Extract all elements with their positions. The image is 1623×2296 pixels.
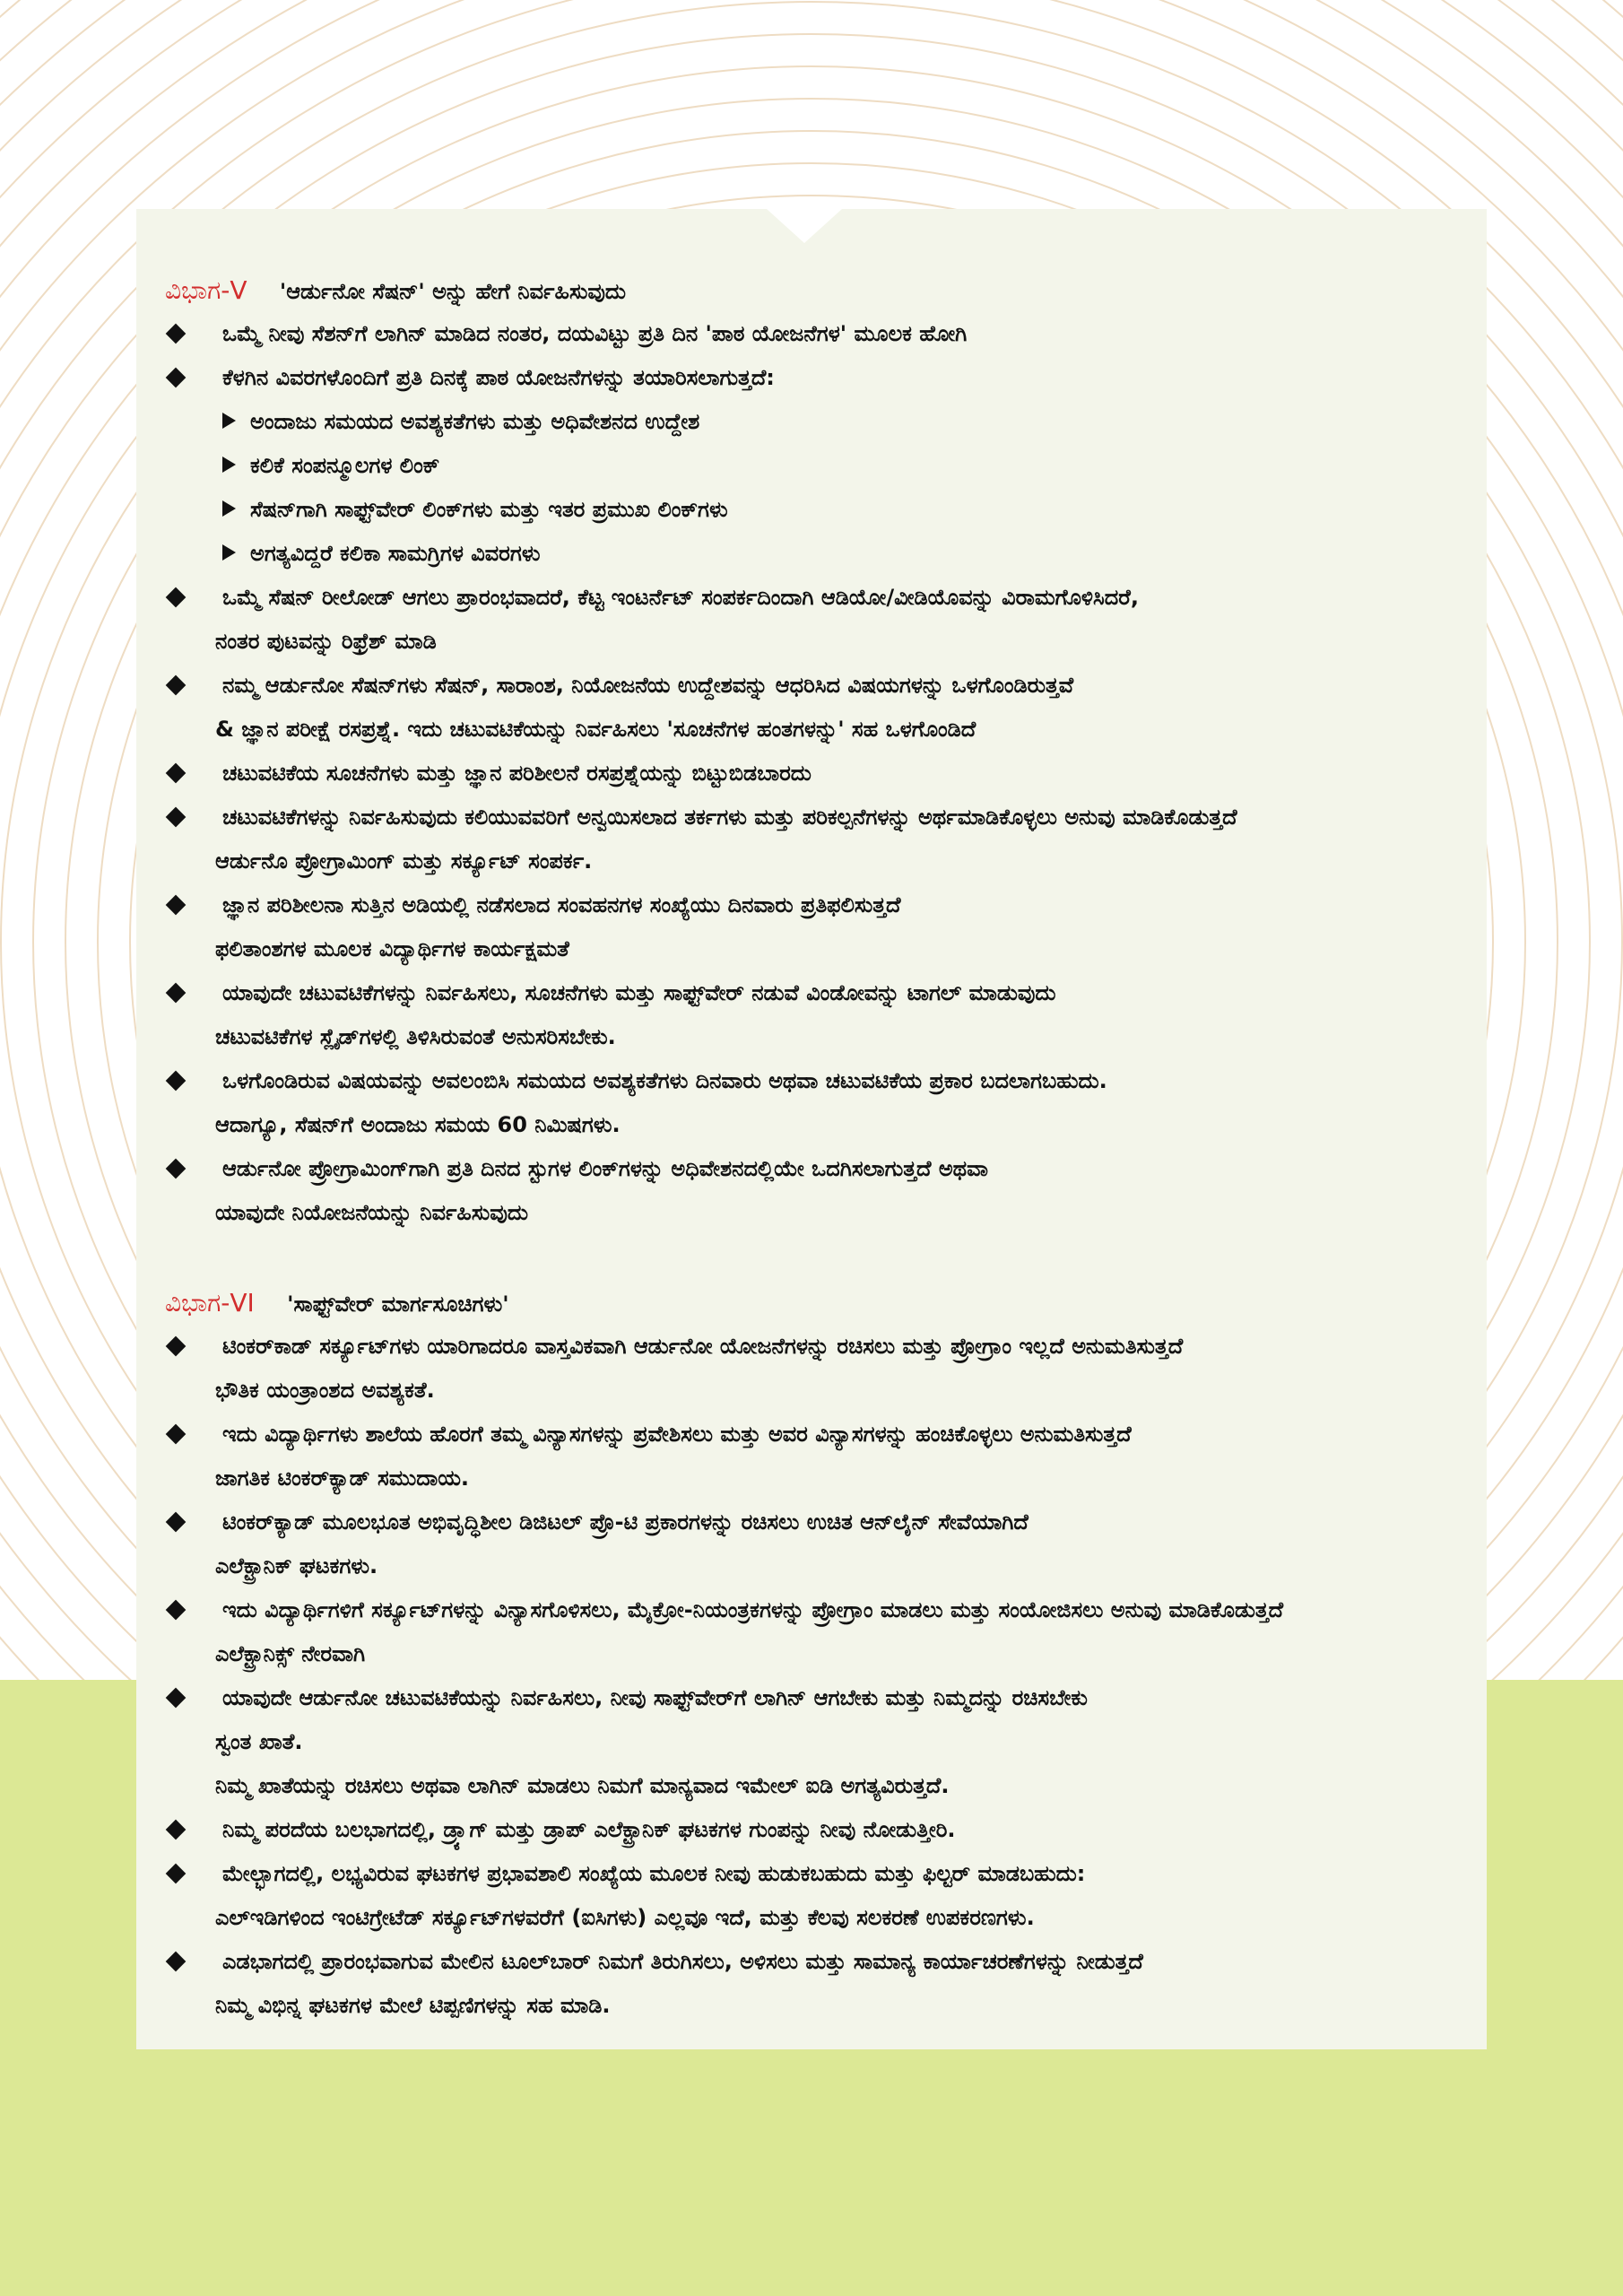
line-text: ಯಾವುದೇ ನಿಯೋಜನೆಯನ್ನು ನಿರ್ವಹಿಸುವುದು [215,1200,528,1225]
bullet-item [165,796,1510,839]
diamond-bullet-icon [166,675,187,696]
diamond-bullet-icon [166,895,187,916]
diamond-bullet-icon [166,807,187,828]
line-text: ಭೌತಿಕ ಯಂತ್ರಾಂಶದ ಅವಶ್ಯಕತೆ. [215,1378,435,1403]
line-text: ಒಳಗೊಂಡಿರುವ ವಿಷಯವನ್ನು ಅವಲಂಬಿಸಿ ಸಮಯದ ಅವಶ್ಯಕತೆಗಳು ದಿನವಾರು ಅಥವಾ ಚಟುವಟಿಕೆಯ ಪ್ರಕಾರ ಬದಲಾಗಬಹುದು. [222,1068,1107,1093]
continuation-line [165,1984,1510,2028]
line-text: ಇದು ವಿದ್ಯಾರ್ಥಿಗಳಿಗೆ ಸರ್ಕ್ಯೂಟ್‌ಗಳನ್ನು ವಿನ್ಯಾಸಗೊಳಿಸಲು, ಮೈಕ್ರೋ-ನಿಯಂತ್ರಕಗಳನ್ನು ಪ್ರೋಗ್ರಾಂ ಮಾಡಲು ಮತ್ತು ಸಂಯೋಜಿಸಲು ಅನುವು ಮಾಡಿಕೊಡುತ್ತದೆ [222,1597,1284,1622]
panel-notch [767,209,842,243]
triangle-bullet-icon [222,500,236,517]
line-text: ಕೆಳಗಿನ ವಿವರಗಳೊಂದಿಗೆ ಪ್ರತಿ ದಿನಕ್ಕೆ ಪಾಠ ಯೋಜನೆಗಳನ್ನು ತಯಾರಿಸಲಾಗುತ್ತದೆ: [222,365,775,390]
line-text: ನಮ್ಮ ಆರ್ಡುನೋ ಸೆಷನ್‌ಗಳು ಸೆಷನ್, ಸಾರಾಂಶ, ನಿಯೋಜನೆಯ ಉದ್ದೇಶವನ್ನು ಆಧರಿಸಿದ ವಿಷಯಗಳನ್ನು ಒಳಗೊಂಡಿರುತ್ತವೆ [222,673,1074,698]
triangle-bullet-icon [222,413,236,429]
diamond-bullet-icon [166,1952,187,1972]
continuation-line [165,839,1510,883]
bullet-item [165,664,1510,708]
continuation-line [165,1369,1510,1413]
continuation-line [165,1191,1510,1235]
continuation-line [165,708,1510,752]
section-v-label: ವಿಭಾಗ-V [165,275,247,305]
continuation-line [165,620,1510,664]
line-text: ಯಾವುದೇ ಆರ್ಡುನೋ ಚಟುವಟಿಕೆಯನ್ನು ನಿರ್ವಹಿಸಲು, ನೀವು ಸಾಫ್ಟ್‌ವೇರ್‌ಗೆ ಲಾಗಿನ್ ಆಗಬೇಕು ಮತ್ತು ನಿಮ್ಮದನ್ನು ರಚಿಸಬೇಕು [222,1685,1088,1710]
bullet-item [165,1147,1510,1191]
line-text: ಚಟುವಟಿಕೆಗಳನ್ನು ನಿರ್ವಹಿಸುವುದು ಕಲಿಯುವವರಿಗೆ ಅನ್ವಯಿಸಲಾದ ತರ್ಕಗಳು ಮತ್ತು ಪರಿಕಲ್ಪನೆಗಳನ್ನು ಅರ್ಥಮಾಡಿಕೊಳ್ಳಲು ಅನುವು ಮಾಡಿಕೊಡುತ್ತದೆ [222,804,1237,830]
section-vi-title: 'ಸಾಫ್ಟ್‌ವೇರ್ ಮಾರ್ಗಸೂಚಿಗಳು' [287,1292,509,1317]
line-text: ಎಲ್‌ಇಡಿಗಳಿಂದ ಇಂಟಿಗ್ರೇಟೆಡ್ ಸರ್ಕ್ಯೂಟ್‌ಗಳವರೆಗೆ (ಐಸಿಗಳು) ಎಲ್ಲವೂ ಇದೆ, ಮತ್ತು ಕೆಲವು ಸಲಕರಣೆ ಉಪಕರಣಗಳು. [215,1905,1035,1930]
line-text: ಆರ್ಡುನೋ ಪ್ರೋಗ್ರಾಮಿಂಗ್‌ಗಾಗಿ ಪ್ರತಿ ದಿನದ ಸ್ಟುಗಳ ಲಿಂಕ್‌ಗಳನ್ನು ಅಧಿವೇಶನದಲ್ಲಿಯೇ ಒದಗಿಸಲಾಗುತ್ತದೆ ಅಥವಾ [222,1156,989,1181]
continuation-line [165,1632,1510,1676]
section-vi-label: ವಿಭಾಗ-VI [165,1288,255,1318]
line-text: ನಂತರ ಪುಟವನ್ನು ರಿಫ್ರೆಶ್ ಮಾಡಿ [215,629,437,654]
continuation-line [165,1720,1510,1764]
line-text: ಸೆಷನ್‌ಗಾಗಿ ಸಾಫ್ಟ್‌ವೇರ್ ಲಿಂಕ್‌ಗಳು ಮತ್ತು ಇತರ ಪ್ರಮುಖ ಲಿಂಕ್‌ಗಳು [250,497,728,522]
line-text: ನಿಮ್ಮ ಖಾತೆಯನ್ನು ರಚಿಸಲು ಅಥವಾ ಲಾಗಿನ್ ಮಾಡಲು ನಿಮಗೆ ಮಾನ್ಯವಾದ ಇಮೇಲ್ ಐಡಿ ಅಗತ್ಯವಿರುತ್ತದೆ. [215,1773,950,1798]
diamond-bullet-icon [166,1336,187,1357]
section-v-list [165,312,1510,1235]
continuation-line [165,1896,1510,1940]
bullet-item [165,576,1510,620]
continuation-line [165,927,1510,971]
diamond-bullet-icon [166,1159,187,1179]
diamond-bullet-icon [166,1688,187,1709]
line-text: ಜಾಗತಿಕ ಟಿಂಕರ್‌ಕ್ಯಾಡ್ ಸಮುದಾಯ. [215,1465,470,1491]
line-text: ಅಗತ್ಯವಿದ್ದರೆ ಕಲಿಕಾ ಸಾಮಗ್ರಿಗಳ ವಿವರಗಳು [250,541,541,566]
continuation-line [165,1764,1510,1808]
line-text: ಜ್ಞಾನ ಪರಿಶೀಲನಾ ಸುತ್ತಿನ ಅಡಿಯಲ್ಲಿ ನಡೆಸಲಾದ ಸಂವಹನಗಳ ಸಂಖ್ಯೆಯು ದಿನವಾರು ಪ್ರತಿಫಲಿಸುತ್ತದೆ [222,892,901,918]
bullet-item [165,1808,1510,1852]
line-text: ಟಿಂಕರ್‌ಕಾಡ್ ಸರ್ಕ್ಯೂಟ್‌ಗಳು ಯಾರಿಗಾದರೂ ವಾಸ್ತವಿಕವಾಗಿ ಆರ್ಡುನೋ ಯೋಜನೆಗಳನ್ನು ರಚಿಸಲು ಮತ್ತು ಪ್ರೋಗ್ರಾಂ ಇಲ್ಲದೆ ಅನುಮತಿಸುತ್ತದೆ [222,1334,1184,1359]
line-text: ಚಟುವಟಿಕೆಗಳ ಸ್ಲೈಡ್‌ಗಳಲ್ಲಿ ತಿಳಿಸಿರುವಂತೆ ಅನುಸರಿಸಬೇಕು. [215,1024,616,1049]
bullet-item [165,1940,1510,1984]
bullet-item [165,1059,1510,1103]
line-text: ಫಲಿತಾಂಶಗಳ ಮೂಲಕ ವಿದ್ಯಾರ್ಥಿಗಳ ಕಾರ್ಯಕ್ಷಮತೆ [215,936,569,961]
sub-bullet-item [165,444,1510,488]
triangle-bullet-icon [222,457,236,473]
bullet-item [165,1413,1510,1457]
line-text: ಅಂದಾಜು ಸಮಯದ ಅವಶ್ಯಕತೆಗಳು ಮತ್ತು ಅಧಿವೇಶನದ ಉದ್ದೇಶ [250,409,700,434]
section-v-heading [165,269,1510,312]
bullet-item [165,1676,1510,1720]
diamond-bullet-icon [166,1424,187,1445]
line-text: ಚಟುವಟಿಕೆಯ ಸೂಚನೆಗಳು ಮತ್ತು ಜ್ಞಾನ ಪರಿಶೀಲನೆ ರಸಪ್ರಶ್ನೆಯನ್ನು ಬಿಟ್ಟುಬಿಡಬಾರದು [222,761,812,786]
continuation-line [165,1544,1510,1588]
line-text: ನಿಮ್ಮ ಪರದೆಯ ಬಲಭಾಗದಲ್ಲಿ, ಡ್ರ್ಯಾಗ್ ಮತ್ತು ಡ್ರಾಪ್ ಎಲೆಕ್ಟ್ರಾನಿಕ್ ಘಟಕಗಳ ಗುಂಪನ್ನು ನೀವು ನೋಡುತ್ತೀರಿ. [222,1817,956,1842]
diamond-bullet-icon [166,983,187,1004]
line-text: ಒಮ್ಮೆ ಸೆಷನ್ ರೀಲೋಡ್ ಆಗಲು ಪ್ರಾರಂಭವಾದರೆ, ಕೆಟ್ಟ ಇಂಟರ್ನೆಟ್ ಸಂಪರ್ಕದಿಂದಾಗಿ ಆಡಿಯೋ/ವೀಡಿಯೊವನ್ನು ವಿರಾಮಗೊಳಿಸಿದರೆ, [222,585,1139,610]
line-text: ನಿಮ್ಮ ವಿಭಿನ್ನ ಘಟಕಗಳ ಮೇಲೆ ಟಿಪ್ಪಣಿಗಳನ್ನು ಸಹ ಮಾಡಿ. [215,1993,611,2018]
bullet-item [165,356,1510,400]
line-text: ಟಿಂಕರ್‌ಕ್ಯಾಡ್ ಮೂಲಭೂತ ಅಭಿವೃದ್ಧಿಶೀಲ ಡಿಜಿಟಲ್ ಪ್ರೊ-ಟಿ ಪ್ರಕಾರಗಳನ್ನು ರಚಿಸಲು ಉಚಿತ ಆನ್‌ಲೈನ್ ಸೇವೆಯಾಗಿದೆ [222,1509,1028,1535]
diamond-bullet-icon [166,1820,187,1840]
diamond-bullet-icon [166,587,187,608]
triangle-bullet-icon [222,544,236,561]
section-vi-heading [165,1282,1510,1325]
line-text: ಇದು ವಿದ್ಯಾರ್ಥಿಗಳು ಶಾಲೆಯ ಹೊರಗೆ ತಮ್ಮ ವಿನ್ಯಾಸಗಳನ್ನು ಪ್ರವೇಶಿಸಲು ಮತ್ತು ಅವರ ವಿನ್ಯಾಸಗಳನ್ನು ಹಂಚಿಕೊಳ್ಳಲು ಅನುಮತಿಸುತ್ತದೆ [222,1422,1132,1447]
line-text: ಸ್ವಂತ ಖಾತೆ. [215,1729,303,1754]
continuation-line [165,1015,1510,1059]
section-v-title: 'ಆರ್ಡುನೋ ಸೆಷನ್' ಅನ್ನು ಹೇಗೆ ನಿರ್ವಹಿಸುವುದು [279,279,627,304]
document-body [165,269,1510,2028]
bullet-item [165,1500,1510,1544]
line-text: ಎಲೆಕ್ಟ್ರಾನಿಕ್ಸ್ ನೇರವಾಗಿ [215,1641,366,1666]
continuation-line [165,1103,1510,1147]
sub-bullet-item [165,532,1510,576]
line-text: & ಜ್ಞಾನ ಪರೀಕ್ಷೆ ರಸಪ್ರಶ್ನೆ. ಇದು ಚಟುವಟಿಕೆಯನ್ನು ನಿರ್ವಹಿಸಲು 'ಸೂಚನೆಗಳ ಹಂತಗಳನ್ನು' ಸಹ ಒಳಗೊಂಡಿದೆ [215,717,976,742]
sub-bullet-item [165,488,1510,532]
line-text: ಯಾವುದೇ ಚಟುವಟಿಕೆಗಳನ್ನು ನಿರ್ವಹಿಸಲು, ಸೂಚನೆಗಳು ಮತ್ತು ಸಾಫ್ಟ್‌ವೇರ್ ನಡುವೆ ವಿಂಡೋವನ್ನು ಟಾಗಲ್ ಮಾಡುವುದು [222,980,1056,1005]
diamond-bullet-icon [166,324,187,344]
line-text: ಒಮ್ಮೆ ನೀವು ಸೆಶನ್‌ಗೆ ಲಾಗಿನ್ ಮಾಡಿದ ನಂತರ, ದಯವಿಟ್ಟು ಪ್ರತಿ ದಿನ 'ಪಾಠ ಯೋಜನೆಗಳ' ಮೂಲಕ ಹೋಗಿ [222,321,968,346]
bullet-item [165,1588,1510,1632]
line-text: ಕಲಿಕೆ ಸಂಪನ್ಮೂಲಗಳ ಲಿಂಕ್ [250,453,440,478]
bullet-item [165,971,1510,1015]
bullet-item [165,1852,1510,1896]
line-text: ಆರ್ಡುನೊ ಪ್ರೋಗ್ರಾಮಿಂಗ್ ಮತ್ತು ಸರ್ಕ್ಯೂಟ್ ಸಂಪರ್ಕ. [215,848,593,874]
line-text: ಮೇಲ್ಭಾಗದಲ್ಲಿ, ಲಭ್ಯವಿರುವ ಘಟಕಗಳ ಪ್ರಭಾವಶಾಲಿ ಸಂಖ್ಯೆಯ ಮೂಲಕ ನೀವು ಹುಡುಕಬಹುದು ಮತ್ತು ಫಿಲ್ಟರ್ ಮಾಡಬಹುದು: [222,1861,1086,1886]
diamond-bullet-icon [166,763,187,784]
section-vi-list [165,1325,1510,2028]
diamond-bullet-icon [166,1071,187,1091]
diamond-bullet-icon [166,1512,187,1533]
diamond-bullet-icon [166,368,187,388]
diamond-bullet-icon [166,1600,187,1621]
bullet-item [165,883,1510,927]
bullet-item [165,312,1510,356]
line-text: ಆದಾಗ್ಯೂ, ಸೆಷನ್‌ಗೆ ಅಂದಾಜು ಸಮಯ 60 ನಿಮಿಷಗಳು. [215,1112,621,1137]
line-text: ಎಡಭಾಗದಲ್ಲಿ ಪ್ರಾರಂಭವಾಗುವ ಮೇಲಿನ ಟೂಲ್‌ಬಾರ್ ನಿಮಗೆ ತಿರುಗಿಸಲು, ಅಳಿಸಲು ಮತ್ತು ಸಾಮಾನ್ಯ ಕಾರ್ಯಾಚರಣೆಗಳನ್ನು ನೀಡುತ್ತದೆ [222,1949,1143,1974]
sub-bullet-item [165,400,1510,444]
continuation-line [165,1457,1510,1500]
bullet-item [165,1325,1510,1369]
diamond-bullet-icon [166,1864,187,1884]
bullet-item [165,752,1510,796]
line-text: ಎಲೆಕ್ಟ್ರಾನಿಕ್ ಘಟಕಗಳು. [215,1553,378,1578]
